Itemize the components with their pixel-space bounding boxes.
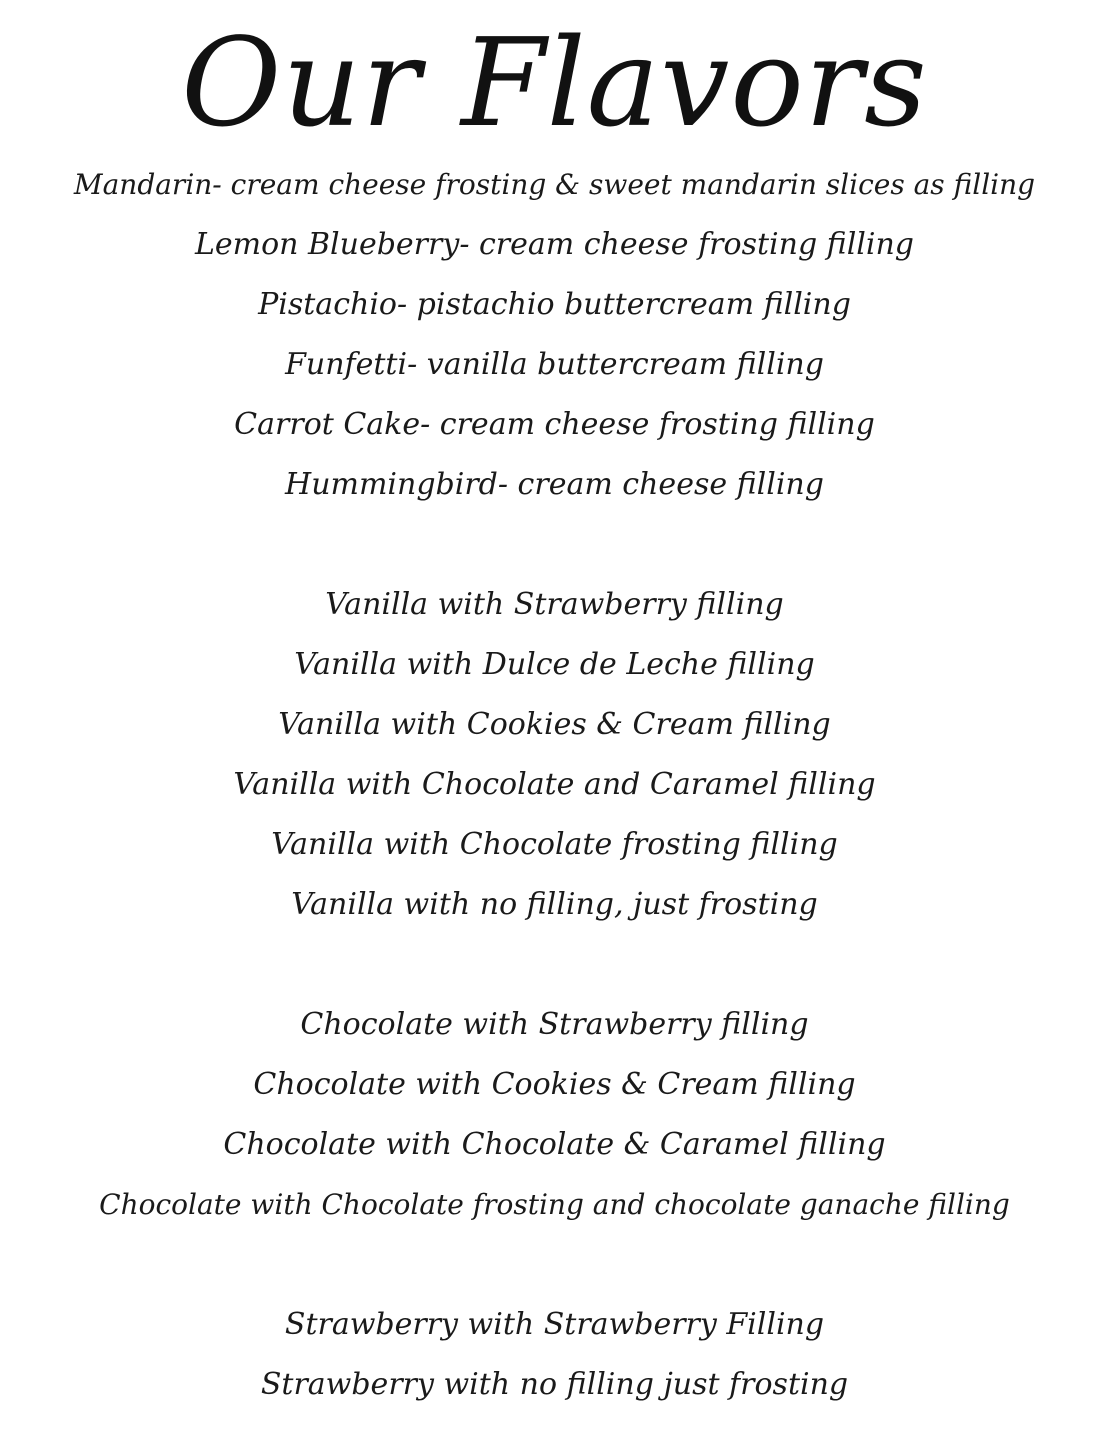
- flavor-strawberry-strawberry: Strawberry with Strawberry Filling: [284, 1307, 825, 1342]
- flavor-lemon-blueberry: Lemon Blueberry- cream cheese frosting filling: [194, 227, 915, 262]
- flavor-vanilla-chocolate-caramel: Vanilla with Chocolate and Caramel filling: [233, 767, 876, 802]
- flavor-chocolate-chocolate-caramel: Chocolate with Chocolate & Caramel filling: [223, 1127, 886, 1162]
- flavor-strawberry-no-filling: Strawberry with no filling just frosting: [260, 1367, 849, 1402]
- page-title: Our Flavors: [181, 12, 928, 154]
- flavor-vanilla-chocolate-frosting: Vanilla with Chocolate frosting filling: [271, 827, 838, 862]
- flavor-chocolate-strawberry: Chocolate with Strawberry filling: [300, 1007, 809, 1042]
- flavor-mandarin: Mandarin- cream cheese frosting & sweet mandarin slices as filling: [73, 168, 1036, 201]
- flavor-vanilla-cookies-cream: Vanilla with Cookies & Cream filling: [278, 707, 831, 742]
- flavor-carrot-cake: Carrot Cake- cream cheese frosting filling: [234, 407, 875, 442]
- flavor-pistachio: Pistachio- pistachio buttercream filling: [258, 287, 851, 322]
- flavor-chocolate-cookies-cream: Chocolate with Cookies & Cream filling: [253, 1067, 856, 1102]
- flavor-hummingbird: Hummingbird- cream cheese filling: [285, 467, 824, 502]
- flavor-vanilla-dulce-de-leche: Vanilla with Dulce de Leche filling: [294, 647, 815, 682]
- flavor-vanilla-strawberry: Vanilla with Strawberry filling: [325, 587, 784, 622]
- flavor-vanilla-no-filling: Vanilla with no filling, just frosting: [291, 887, 818, 922]
- flavor-chocolate-ganache: Chocolate with Chocolate frosting and chocolate ganache filling: [99, 1188, 1010, 1221]
- flavor-funfetti: Funfetti- vanilla buttercream filling: [285, 347, 824, 382]
